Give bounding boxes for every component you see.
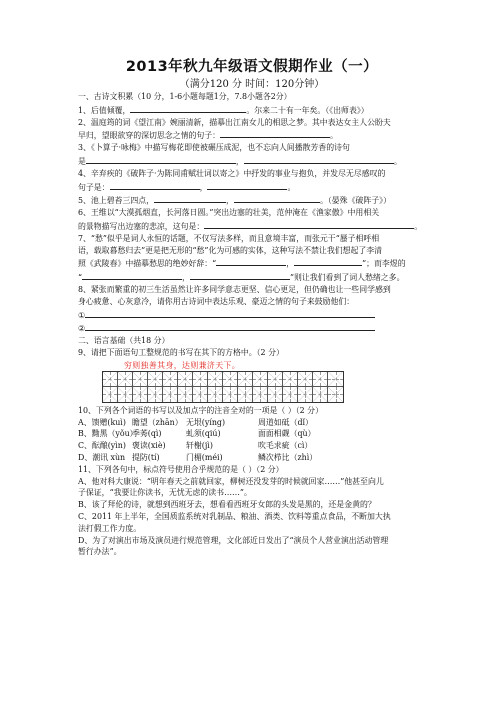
grid-cell[interactable] [253, 372, 268, 387]
question-8-line2: 身心疲惫、心灰意冷，请你用古诗词中表达乐观、豪迈之情的句子来鼓励他们： [78, 296, 355, 306]
grid-cell[interactable] [118, 387, 133, 402]
option-row[interactable] [78, 440, 426, 452]
grid-cell[interactable] [283, 372, 298, 387]
grid-cell[interactable] [298, 387, 313, 402]
question-1: 1、后值倾覆， 。尔来二十有一年矣。（《出师表》） [78, 103, 426, 117]
worksheet-page [78, 58, 426, 558]
answer-blank[interactable] [207, 180, 287, 190]
option-11-a-line1[interactable]: A、他对科大康说：“明年春天之前就回家，柳树还没发芽的时候就回家……”他甚至向儿 [78, 476, 384, 486]
question-4-line2: 句子是： ， 。 [78, 180, 426, 194]
question-7-line4: “ ， ”则让我们看到了词人愁绪之多。 [78, 270, 426, 284]
grid-cell[interactable] [163, 372, 178, 387]
grid-cell[interactable] [223, 372, 238, 387]
option-word: B、黝黑（yǒu） [78, 429, 138, 439]
answer-blank[interactable] [190, 270, 290, 280]
question-8-line1: 8、紧张而繁重的初三生活虽然让许多同学意志更坚、信心更足，但仍确也让一些同学感到 [78, 284, 391, 294]
writing-grid[interactable] [102, 371, 344, 403]
grid-cell[interactable] [298, 372, 313, 387]
section-1-heading: 一、古诗文积累（10 分，1-6小题每题1分，7.8小题各2分） [78, 92, 292, 101]
writing-grid-block [102, 361, 426, 403]
question-7-line2: 语，载取暮愁归去”更是把无形的“愁”化为可感的实体，这种写法不禁让我们想起了李清 [78, 245, 383, 255]
option-row[interactable] [78, 452, 426, 464]
grid-cell[interactable] [328, 372, 343, 387]
grid-cell[interactable] [328, 387, 343, 402]
question-7-line3: 照《武陵春》中描摹愁思的绝妙好辞：“ ， ”；而李煜的 [78, 256, 426, 270]
option-word: 面面相觑（qù） [258, 429, 316, 439]
grid-cell[interactable] [133, 387, 148, 402]
option-11-d-line2: 暂行办法”。 [78, 547, 122, 557]
question-6-line2: 的景物描写出边塞的悲凉，这句是： 。 [78, 219, 426, 233]
option-word: 瞻望（zhān） [132, 417, 183, 427]
grid-cell[interactable] [148, 387, 163, 402]
question-3-line1: 3、《卜算子·咏梅》中描写梅花即使被碾压成泥，也不忘向人间播散芳香的诗句 [78, 143, 350, 153]
option-11-c-line2: 法打假工作力度。 [78, 523, 142, 533]
grid-cell[interactable] [178, 387, 193, 402]
grid-cell[interactable] [268, 372, 283, 387]
option-word: 褒读(xiè) [132, 441, 166, 451]
option-11-c-line1[interactable]: C、2011 年上半年，全国质监系统对乳制品、粮油、酒类、饮料等重点食品，不断加大执 [78, 511, 391, 521]
grid-cell[interactable] [238, 387, 253, 402]
option-11-b[interactable]: B、该了拜伦的诗，就想到西班牙去，想看看西班牙女郎的头发是黑的，还是金黄的？ [78, 500, 376, 510]
question-2-line1: 2、温庭筠的词《望江南》婉丽清新，描摹出江南女儿的相思之梦。其中表达女主人公盼夫 [78, 117, 391, 127]
grid-cell[interactable] [253, 387, 268, 402]
grid-cell[interactable] [268, 387, 283, 402]
answer-blank[interactable] [130, 103, 246, 113]
answer-blank[interactable] [85, 321, 375, 331]
grid-cell[interactable] [193, 387, 208, 402]
answer-blank[interactable] [82, 270, 182, 280]
grid-cell[interactable] [178, 372, 193, 387]
grid-cell[interactable] [313, 372, 328, 387]
answer-blank[interactable] [216, 256, 286, 266]
option-row[interactable] [78, 428, 426, 440]
option-11-a-line2: 子保证，“我要让你读书，无忧无虑的读书……”。 [78, 488, 252, 498]
grid-cell[interactable] [163, 387, 178, 402]
question-2-line2: 早归，望眼欲穿的深切思念之情的句子： 。 [78, 128, 426, 142]
question-11: 11、下列各句中，标点符号使用合乎规范的是（ ）（2 分） [78, 464, 284, 474]
answer-blank[interactable] [220, 128, 330, 138]
grid-cell[interactable] [148, 372, 163, 387]
question-5: 5、池上碧苔三四点， ， 。（晏殊《破阵子》） [78, 193, 426, 207]
answer-blank[interactable] [234, 193, 320, 203]
section-2-heading: 二、语言基础（共18 分） [78, 336, 170, 346]
question-7-line1: 7、“愁”似乎是词人永恒的话题，不仅写法多样，而且意境丰富，而张元干“蜃子相呼相 [78, 233, 380, 243]
grid-cell[interactable] [283, 387, 298, 402]
answer-blank[interactable] [86, 154, 236, 164]
option-word: 吹毛求疵（cì） [258, 441, 313, 451]
option-11-d-line1[interactable]: D、为了对演出市场及演员进行规范管理，文化部近日发出了“演员个人营业演出活动管理 [78, 535, 389, 545]
answer-blank[interactable] [204, 219, 414, 229]
grid-cell[interactable] [133, 372, 148, 387]
page-subtitle: （满分120 分 时间：120分钟） [179, 79, 325, 90]
page-title: 2013年秋九年级语文假期作业（一） [125, 59, 379, 75]
option-word: A、馈赠(kuì) [78, 417, 126, 427]
grid-cell[interactable] [208, 387, 223, 402]
option-word: D、潮讯 xùn [78, 452, 126, 462]
option-word: C、酝酿(yìn) [78, 441, 126, 451]
grid-cell[interactable] [208, 372, 223, 387]
grid-cell[interactable] [118, 372, 133, 387]
copy-text: 穷则独善其身，达则兼济天下。 [124, 360, 241, 370]
option-word: 周道如砥（dǐ） [258, 417, 313, 427]
question-8-answer-1: ① [78, 308, 426, 322]
question-4-line1: 4、辛弃疾的《破阵子·为陈同甫赋壮词以寄之》中抒发的事业与抱负，并发尽无尽感叹的 [78, 168, 386, 178]
option-word: 提防(tí) [132, 452, 160, 462]
answer-blank[interactable] [154, 193, 226, 203]
option-word: 虬须(qiú) [186, 429, 221, 439]
grid-cell[interactable] [193, 372, 208, 387]
question-6-line1: 6、王维以“大漠孤烟直，长河落日圆。”突出边塞的壮美，范仲淹在《渔家傲》中用相关 [78, 208, 380, 218]
option-word: 轩榭(jì) [186, 441, 213, 451]
grid-cell[interactable] [313, 387, 328, 402]
answer-blank[interactable] [294, 256, 362, 266]
answer-blank[interactable] [244, 154, 394, 164]
question-3-line2: 是 ， 。 [78, 154, 426, 168]
question-9: 9、请把下面语句工整规范的书写在其下的方格中。（2 分） [78, 347, 284, 357]
question-10-options [78, 417, 426, 464]
grid-cell[interactable] [103, 372, 118, 387]
question-10: 10、下列各个词语的书写以及加点字的注音全对的一项是（ ）（2 分） [78, 405, 323, 415]
grid-cell[interactable] [103, 387, 118, 402]
option-word: 无垠(yíng) [186, 417, 226, 427]
answer-blank[interactable] [110, 180, 200, 190]
grid-cell[interactable] [223, 387, 238, 402]
grid-cell[interactable] [238, 372, 253, 387]
option-row[interactable] [78, 417, 426, 429]
option-word: 鳞次栉比（zhì） [258, 452, 318, 462]
question-8-answer-2: ② [78, 321, 426, 335]
option-word: 季莠(qì) [132, 429, 162, 439]
answer-blank[interactable] [85, 308, 375, 318]
option-word: 门楣(méi) [186, 452, 223, 462]
